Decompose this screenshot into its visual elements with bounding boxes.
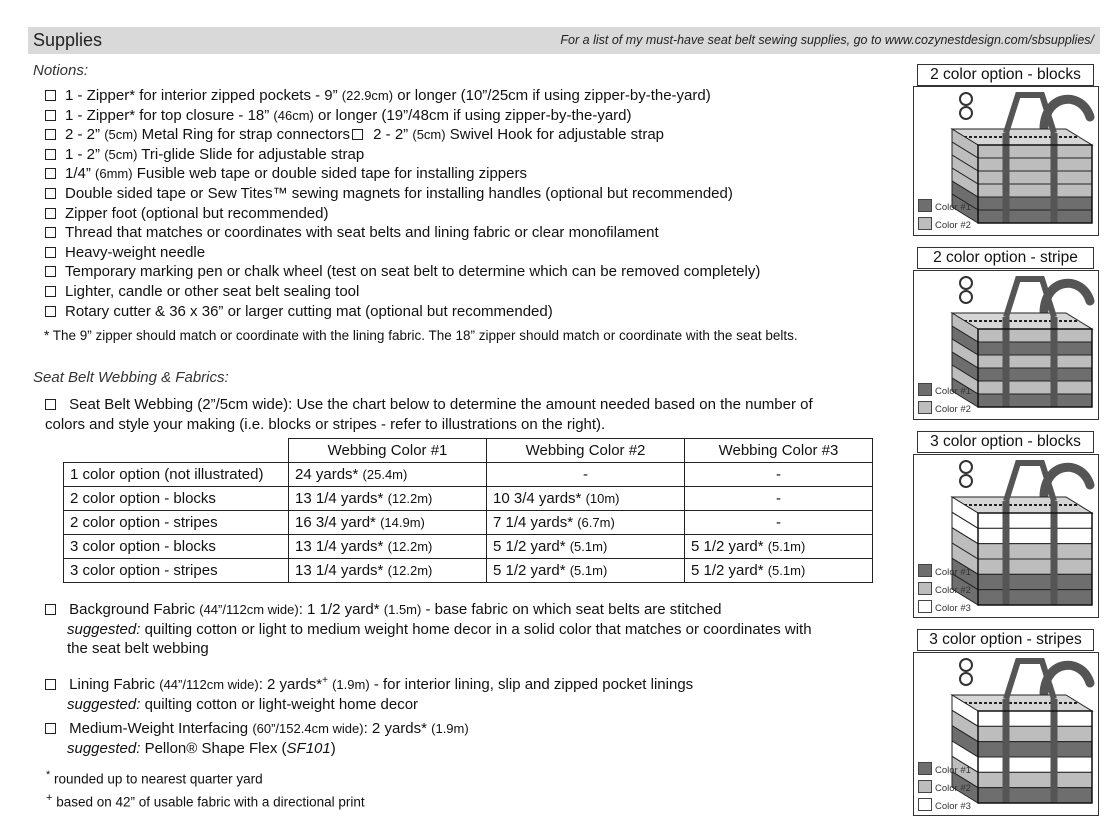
fabric-metric: (1.9m): [332, 677, 370, 692]
table-cell: [685, 559, 873, 583]
checkbox-icon[interactable]: [45, 723, 56, 734]
fabric-metric: (1.5m): [383, 602, 422, 617]
plus-mark: +: [322, 675, 328, 686]
legend-label: Color #1: [935, 765, 971, 776]
legend-label: Color #2: [935, 585, 971, 596]
webbing-heading: Seat Belt Webbing & Fabrics:: [33, 369, 229, 386]
suggested-label: suggested:: [67, 620, 141, 638]
table-cell: [289, 535, 487, 559]
fabric-desc: - for interior lining, slip and zipped pocket linings: [373, 676, 694, 693]
webbing-intro-line2: colors and style your making (i.e. blocks or stripes - refer to illustrations on the right).: [45, 415, 606, 433]
option-label-3-blocks: 3 color option - blocks: [917, 431, 1094, 453]
suggested-end: ): [330, 739, 336, 757]
webbing-intro: [45, 395, 813, 434]
table-cell: [685, 535, 873, 559]
row-label: 3 color option - stripes: [64, 559, 289, 583]
cell-amount: 5 1/2 yard*: [493, 538, 566, 555]
legend-label: Color #3: [935, 603, 971, 614]
table-cell: [487, 487, 685, 511]
checkbox-icon[interactable]: [45, 286, 56, 297]
option-label-2-blocks: 2 color option - blocks: [917, 64, 1094, 86]
legend-label: Color #1: [935, 202, 971, 213]
table-cell: -: [685, 463, 873, 487]
checkbox-icon[interactable]: [45, 679, 56, 690]
legend: [918, 762, 971, 816]
bottom-notes: [46, 766, 365, 811]
ring-shape: [960, 673, 972, 685]
webbing-intro-line1: Seat Belt Webbing (2”/5cm wide): Use the chart below to determine the amount needed based on the number of: [69, 396, 813, 413]
option-label-3-stripes: 3 color option - stripes: [917, 629, 1094, 651]
bag-band-shape: [978, 544, 1092, 559]
cell-amount: 24 yards*: [295, 466, 359, 483]
ring-shape: [960, 659, 972, 671]
plus-mark: +: [46, 791, 53, 804]
supplies-header-bar: [28, 27, 1100, 54]
list-item: Thread that matches or coordinates with seat belts and lining fabric or clear monofilament: [45, 223, 760, 243]
swatch-icon: [918, 401, 932, 414]
bag-band-shape: [978, 772, 1092, 787]
cell-amount: 10 3/4 yards*: [493, 490, 582, 507]
table-cell: [487, 535, 685, 559]
webbing-table: [63, 438, 873, 583]
bag-band-shape: [978, 158, 1092, 171]
list-item: Double sided tape or Sew Tites™ sewing magnets for installing handles (optional but recommended): [45, 184, 760, 204]
bag-band-shape: [978, 513, 1092, 528]
bag-band-shape: [978, 559, 1092, 574]
checkbox-icon[interactable]: [45, 90, 56, 101]
bag-band-shape: [978, 394, 1092, 407]
checkbox-icon[interactable]: [45, 149, 56, 160]
bag-band-shape: [978, 528, 1092, 543]
table-cell: [289, 463, 487, 487]
checkbox-icon[interactable]: [45, 227, 56, 238]
fabric-width: (44”/112cm wide): [199, 602, 299, 617]
ring-shape: [960, 475, 972, 487]
swatch-icon: [918, 762, 932, 775]
bag-band-shape: [978, 711, 1092, 726]
checkbox-icon[interactable]: [45, 188, 56, 199]
table-cell: -: [685, 511, 873, 535]
row-label: 3 color option - blocks: [64, 535, 289, 559]
table-cell: [487, 559, 685, 583]
cell-metric: (6.7m): [577, 515, 615, 530]
fabric-desc: - base fabric on which seat belts are stitched: [425, 601, 722, 618]
list-item: Rotary cutter & 36 x 36” or larger cutting mat (optional but recommended): [45, 302, 760, 322]
ring-shape: [960, 93, 972, 105]
list-item: Zipper foot (optional but recommended): [45, 204, 760, 224]
swatch-icon: [918, 383, 932, 396]
row-label: 1 color option (not illustrated): [64, 463, 289, 487]
bag-band-shape: [978, 368, 1092, 381]
cell-metric: (25.4m): [362, 467, 408, 482]
legend-label: Color #3: [935, 801, 971, 812]
swatch-icon: [918, 798, 932, 811]
fabric-width: (44”/112cm wide): [159, 677, 259, 692]
table-row: [64, 559, 873, 583]
table-cell: -: [685, 487, 873, 511]
bag-band-shape: [978, 726, 1092, 741]
bag-band-shape: [978, 184, 1092, 197]
column-header: Webbing Color #1: [289, 439, 487, 463]
note-directional: based on 42” of usable fabric with a directional print: [56, 794, 365, 809]
checkbox-icon[interactable]: [45, 306, 56, 317]
fabric-amount: : 1 1/2 yard*: [298, 601, 380, 618]
swatch-icon: [918, 199, 932, 212]
option-panel-2-stripe: [913, 270, 1099, 420]
bag-band-shape: [978, 788, 1092, 803]
table-cell: [289, 559, 487, 583]
bag-band-shape: [978, 342, 1092, 355]
checkbox-icon[interactable]: [45, 399, 56, 410]
list-item: Temporary marking pen or chalk wheel (test on seat belt to determine which can be removed completely): [45, 262, 760, 282]
cell-amount: 16 3/4 yard*: [295, 514, 376, 531]
cell-metric: (14.9m): [380, 515, 425, 530]
table-corner: [64, 439, 289, 463]
legend: [918, 564, 971, 618]
page-title: Supplies: [33, 30, 103, 50]
note-rounded: rounded up to nearest quarter yard: [54, 771, 263, 787]
bag-band-shape: [978, 171, 1092, 184]
bag-band-shape: [978, 210, 1092, 223]
list-item: 1 - Zipper* for interior zipped pockets - 9” (22.9cm) or longer (10”/25cm if using zipper-by-the-yard): [45, 86, 760, 106]
checkbox-icon[interactable]: [45, 604, 56, 615]
fabric-amount: : 2 yards*: [363, 720, 427, 737]
legend-label: Color #2: [935, 220, 971, 231]
asterisk-mark: *: [46, 769, 51, 781]
table-cell: -: [487, 463, 685, 487]
fabric-name: Medium-Weight Interfacing: [69, 720, 249, 737]
cell-amount: 5 1/2 yard*: [691, 538, 764, 555]
legend: [918, 199, 971, 235]
cell-amount: 13 1/4 yards*: [295, 562, 384, 579]
option-panel-3-stripes: [913, 652, 1099, 816]
table-cell: [289, 511, 487, 535]
checkbox-icon[interactable]: [352, 129, 363, 140]
column-header: Webbing Color #2: [487, 439, 685, 463]
swatch-icon: [918, 600, 932, 613]
swatch-icon: [918, 564, 932, 577]
cell-metric: (12.2m): [387, 539, 433, 554]
checkbox-icon[interactable]: [45, 168, 56, 179]
table-row: [64, 487, 873, 511]
cell-metric: (10m): [585, 491, 620, 506]
ring-shape: [960, 291, 972, 303]
bag-band-shape: [978, 329, 1092, 342]
checkbox-icon[interactable]: [45, 129, 56, 140]
cell-metric: (5.1m): [767, 563, 806, 578]
legend-label: Color #2: [935, 404, 971, 415]
fabric-width: (60”/152.4cm wide): [252, 721, 364, 736]
row-label: 2 color option - stripes: [64, 511, 289, 535]
bag-band-shape: [978, 574, 1092, 589]
list-item: Heavy-weight needle: [45, 243, 760, 263]
suggested-text: quilting cotton or light to medium weight home decor in a solid color that matches or coordinates with: [144, 620, 812, 638]
supplies-link-note: For a list of my must-have seat belt sewing supplies, go to www.cozynestdesign.com/sbsupplies/: [560, 33, 1094, 47]
notions-heading: Notions:: [33, 62, 89, 79]
suggested-label: suggested:: [67, 739, 141, 757]
bag-band-shape: [978, 590, 1092, 605]
swatch-icon: [918, 582, 932, 595]
ring-shape: [960, 107, 972, 119]
table-header-row: [64, 439, 873, 463]
list-item: 2 - 2” (5cm) Metal Ring for strap connectors 2 - 2” (5cm) Swivel Hook for adjustable strap: [45, 125, 760, 145]
bag-band-shape: [978, 757, 1092, 772]
bag-band-shape: [978, 381, 1092, 394]
table-cell: [289, 487, 487, 511]
fabric-name: Lining Fabric: [69, 676, 156, 693]
option-panel-3-blocks: [913, 454, 1099, 618]
zipper-footnote: * The 9” zipper should match or coordinate with the lining fabric. The 18” zipper should match or coordinate with the seat belts.: [44, 328, 798, 343]
suggested-text: Pellon® Shape Flex (: [144, 739, 287, 757]
cell-amount: 7 1/4 yards*: [493, 514, 574, 531]
table-row: [64, 463, 873, 487]
bag-band-shape: [978, 742, 1092, 757]
cell-metric: (5.1m): [569, 539, 608, 554]
cell-amount: 5 1/2 yard*: [493, 562, 566, 579]
fabric-amount: : 2 yards*: [258, 676, 323, 693]
suggested-label: suggested:: [67, 695, 141, 713]
lining-fabric-item: [45, 671, 693, 714]
legend-label: Color #2: [935, 783, 971, 794]
list-item: Lighter, candle or other seat belt sealing tool: [45, 282, 760, 302]
checkbox-icon[interactable]: [45, 266, 56, 277]
list-item: 1 - Zipper* for top closure - 18” (46cm) or longer (19”/48cm if using zipper-by-the-yard): [45, 106, 760, 126]
cell-metric: (12.2m): [387, 563, 433, 578]
column-header: Webbing Color #3: [685, 439, 873, 463]
checkbox-icon[interactable]: [45, 247, 56, 258]
suggested-text: quilting cotton or light-weight home decor: [144, 695, 419, 713]
bag-band-shape: [978, 355, 1092, 368]
suggested-code: SF101: [286, 739, 331, 757]
checkbox-icon[interactable]: [45, 208, 56, 219]
swatch-icon: [918, 217, 932, 230]
row-label: 2 color option - blocks: [64, 487, 289, 511]
checkbox-icon[interactable]: [45, 110, 56, 121]
option-panel-2-blocks: [913, 86, 1099, 236]
ring-shape: [960, 277, 972, 289]
cell-amount: 13 1/4 yards*: [295, 538, 384, 555]
legend-label: Color #1: [935, 386, 971, 397]
list-item: 1/4” (6mm) Fusible web tape or double sided tape for installing zippers: [45, 164, 760, 184]
list-item: 1 - 2” (5cm) Tri-glide Slide for adjustable strap: [45, 145, 760, 165]
table-row: [64, 535, 873, 559]
interfacing-item: [45, 719, 469, 758]
fabric-name: Background Fabric: [69, 601, 196, 618]
notions-checklist: [45, 86, 760, 321]
cell-metric: (12.2m): [387, 491, 433, 506]
table-cell: [487, 511, 685, 535]
background-fabric-item: [45, 600, 895, 659]
bag-band-shape: [978, 197, 1092, 210]
cell-amount: 13 1/4 yards*: [295, 490, 384, 507]
legend-label: Color #1: [935, 567, 971, 578]
option-label-2-stripe: 2 color option - stripe: [917, 247, 1094, 269]
legend: [918, 383, 971, 419]
ring-shape: [960, 461, 972, 473]
swatch-icon: [918, 780, 932, 793]
fabric-metric: (1.9m): [431, 721, 469, 736]
cell-amount: 5 1/2 yard*: [691, 562, 764, 579]
cell-metric: (5.1m): [767, 539, 806, 554]
cell-metric: (5.1m): [569, 563, 608, 578]
suggested-text-cont: the seat belt webbing: [67, 640, 209, 657]
bag-band-shape: [978, 145, 1092, 158]
table-row: [64, 511, 873, 535]
